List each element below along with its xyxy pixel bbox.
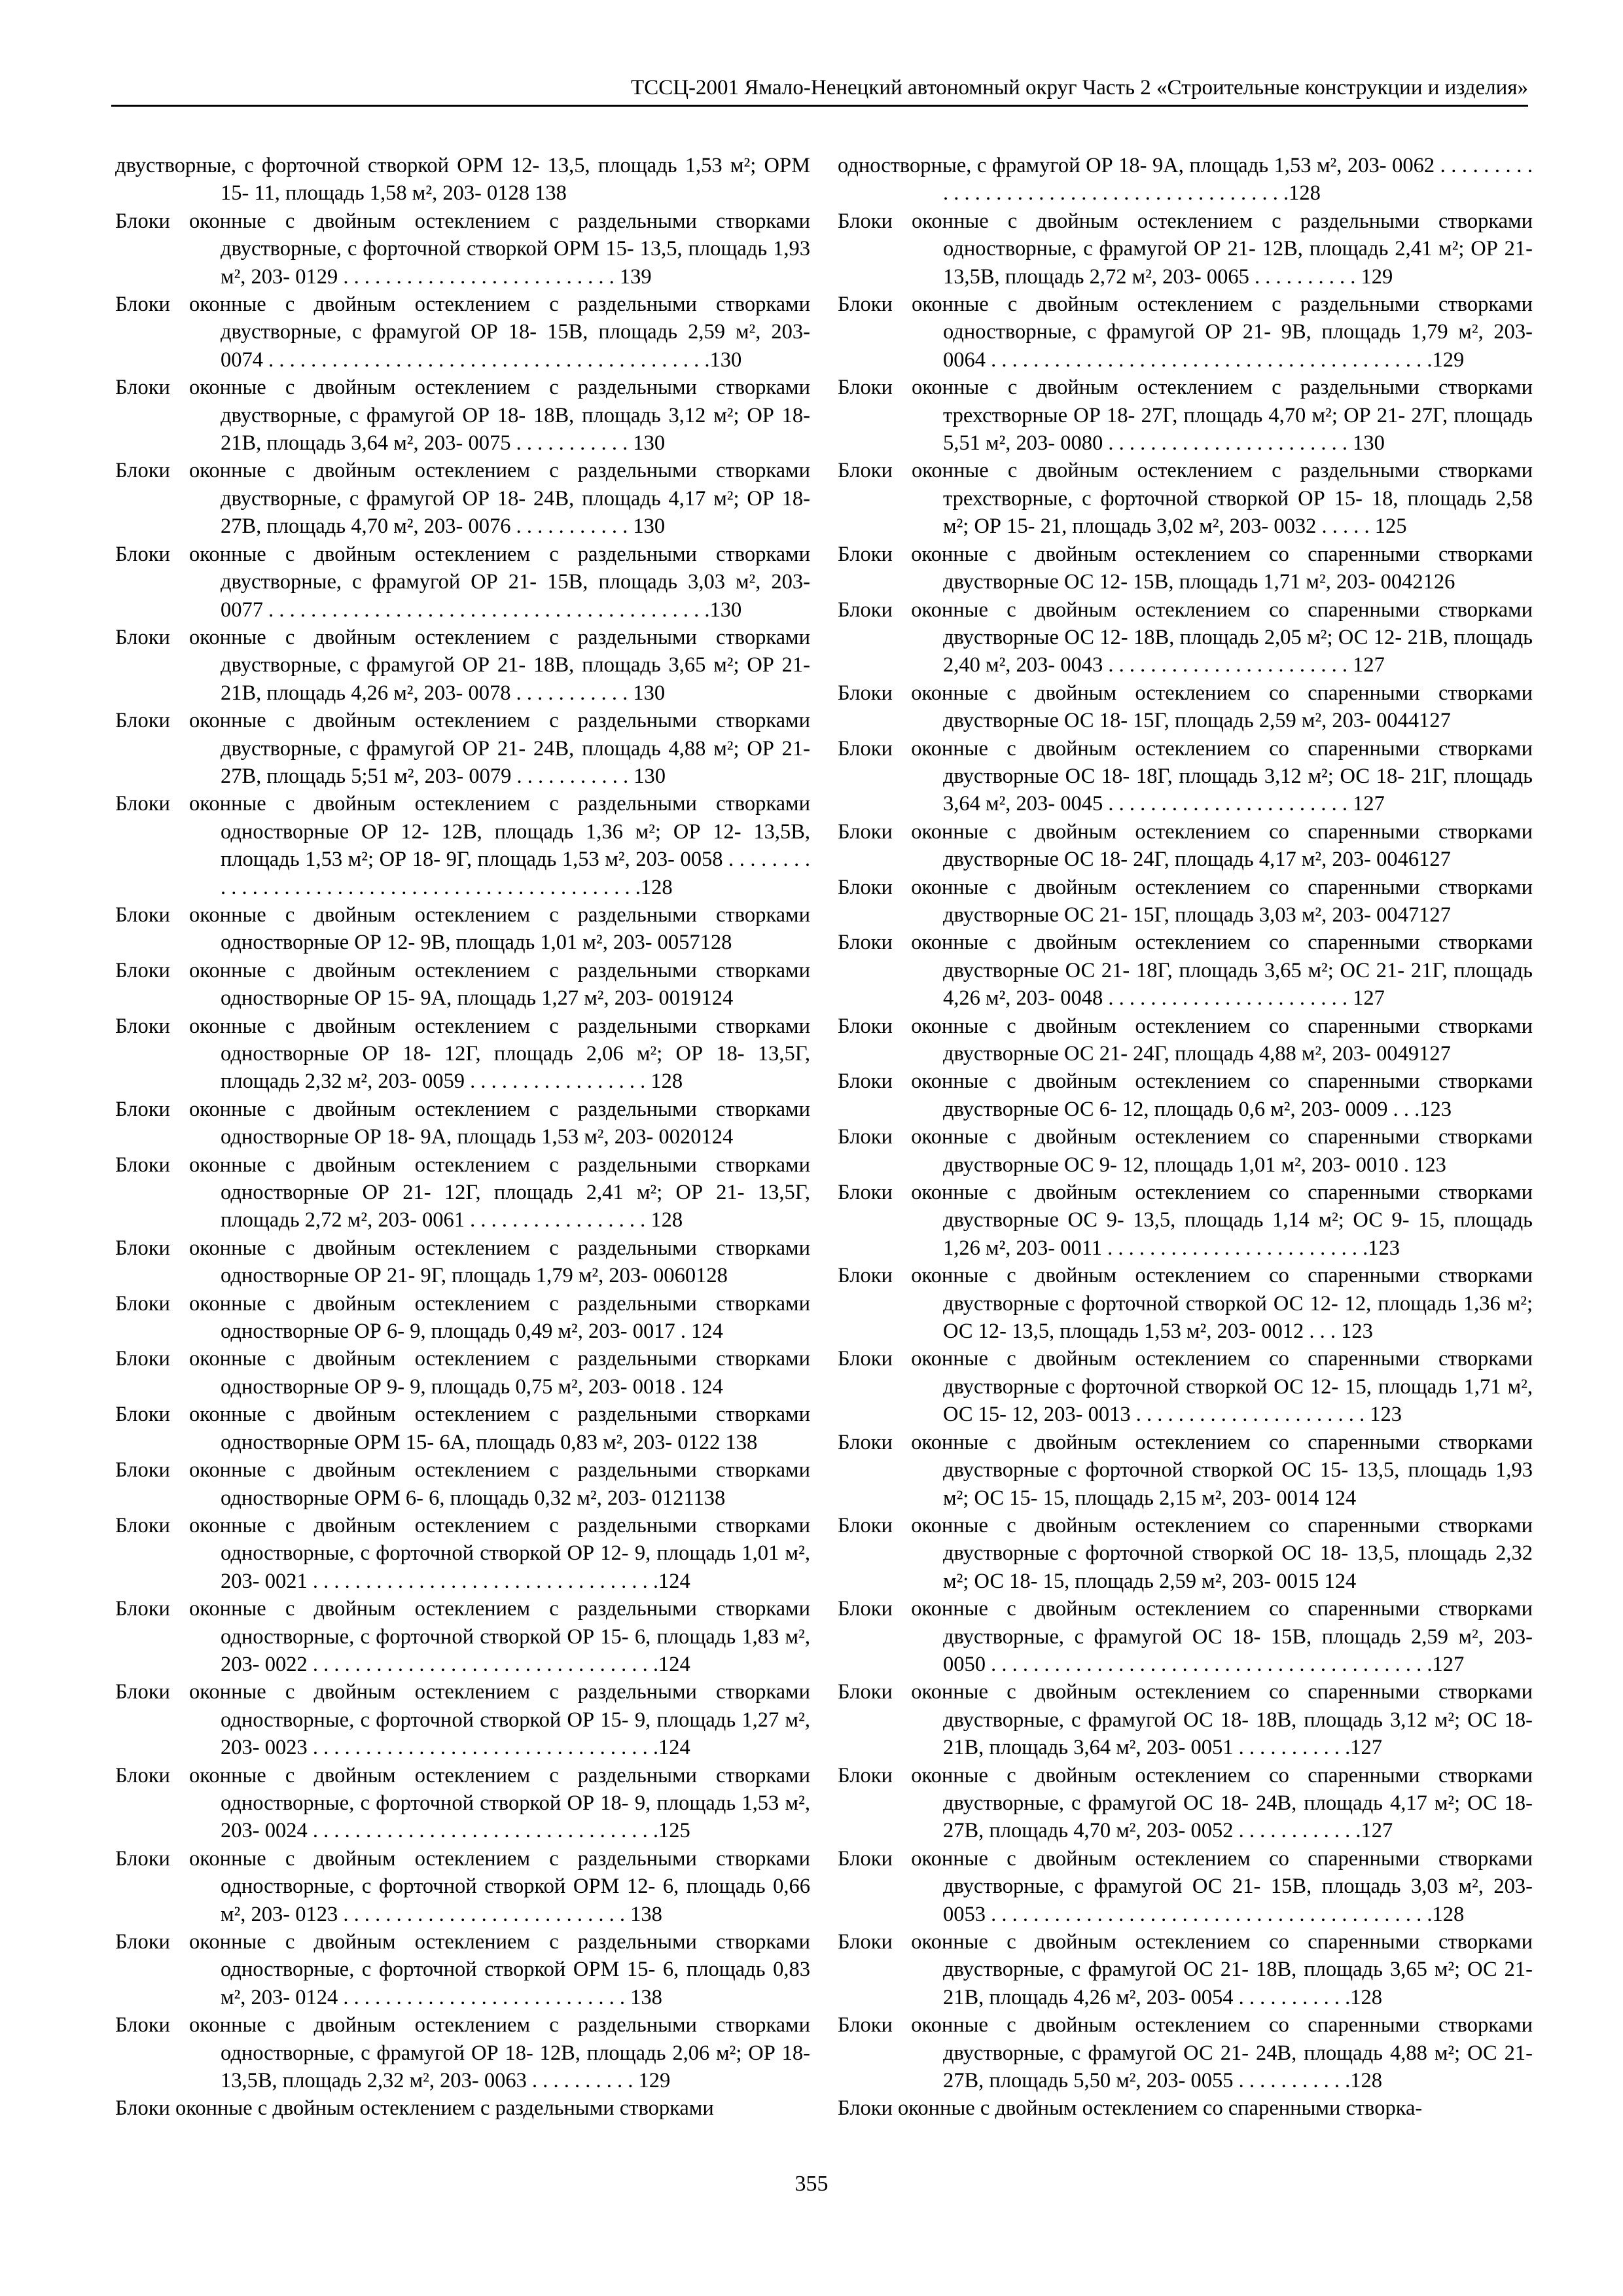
index-entry: Блоки оконные с двойным остеклением со спаренными створками двустворные, с фрамугой ОС 18- 15В, площадь 2,59 м², 203- 0050 . . . . . . . . . . . . . . . . . . . . . . . . . . . . . . . . . . . . . . . . . .127 — [838, 1597, 1533, 1676]
index-entry: Блоки оконные с двойным остеклением со спаренными створками двустворные ОС 12- 18В, площадь 2,05 м²; ОС 12- 21В, площадь 2,40 м², 203- 0043 . . . . . . . . . . . . . . . . . . . . . . . 127 — [838, 598, 1533, 677]
index-entry: Блоки оконные с двойным остеклением со спаренными створка- — [838, 2096, 1423, 2121]
index-entry: Блоки оконные с двойным остеклением с раздельными створками трехстворные, с форточной створкой ОР 15- 18, площадь 2,58 м²; ОР 15- 21, площадь 3,02 м², 203- 0032 . . . . . 125 — [838, 459, 1533, 539]
index-entry: Блоки оконные с двойным остеклением с раздельными створками одностворные, с фрамугой ОР 21- 12В, площадь 2,41 м²; ОР 21- 13,5В, площадь 2,72 м², 203- 0065 . . . . . . . . . . 129 — [838, 209, 1533, 289]
index-entry: Блоки оконные с двойным остеклением с раздельными створками двустворные, с фрамугой ОР 18- 18В, площадь 3,12 м²; ОР 18- 21В, площадь 3,64 м², 203- 0075 . . . . . . . . . . . 130 — [115, 376, 810, 456]
index-entry: Блоки оконные с двойным остеклением с раздельными створками — [115, 2096, 714, 2121]
index-entry: Блоки оконные с двойным остеклением с раздельными створками одностворные ОР 6- 9, площадь 0,49 м², 203- 0017 . 124 — [115, 1291, 810, 1344]
index-entry: Блоки оконные с двойным остеклением с раздельными створками двустворные, с фрамугой ОР 18- 24В, площадь 4,17 м²; ОР 18- 27В, площадь 4,70 м², 203- 0076 . . . . . . . . . . . 130 — [115, 459, 810, 539]
index-entry: Блоки оконные с двойным остеклением со спаренными створками двустворные ОС 12- 15В, площадь 1,71 м², 203- 0042126 — [838, 542, 1533, 594]
index-column-right — [838, 152, 1533, 2123]
index-entry: Блоки оконные с двойным остеклением с раздельными створками одностворные ОРМ 15- 6А, площадь 0,83 м², 203- 0122 138 — [115, 1403, 810, 1454]
index-entry: двустворные, с форточной створкой ОРМ 12- 13,5, площадь 1,53 м²; ОРМ 15- 11, площадь 1,58 м², 203- 0128 138 — [115, 154, 810, 206]
index-entry: Блоки оконные с двойным остеклением с раздельными створками двустворные, с форточной створкой ОРМ 15- 13,5, площадь 1,93 м², 203- 0129 . . . . . . . . . . . . . . . . . . . . . . . . . . 139 — [115, 209, 810, 289]
index-entry: Блоки оконные с двойным остеклением с раздельными створками одностворные, с форточной створкой ОР 12- 9, площадь 1,01 м², 203- 0021 . . . . . . . . . . . . . . . . . . . . . . . . . . . . . . . . .124 — [115, 1513, 810, 1593]
index-entry: Блоки оконные с двойным остеклением с раздельными створками одностворные ОР 21- 12Г, площадь 2,41 м²; ОР 21- 13,5Г, площадь 2,72 м², 203- 0061 . . . . . . . . . . . . . . . . . 128 — [115, 1153, 810, 1232]
index-entry: Блоки оконные с двойным остеклением с раздельными створками одностворные ОР 9- 9, площадь 0,75 м², 203- 0018 . 124 — [115, 1347, 810, 1399]
index-entry: Блоки оконные с двойным остеклением с раздельными створками одностворные ОР 18- 12Г, площадь 2,06 м²; ОР 18- 13,5Г, площадь 2,32 м², 203- 0059 . . . . . . . . . . . . . . . . . 128 — [115, 1014, 810, 1094]
running-header — [111, 71, 1528, 107]
index-entry: Блоки оконные с двойным остеклением со спаренными створками двустворные ОС 9- 13,5, площадь 1,14 м²; ОС 9- 15, площадь 1,26 м², 203- 0011 . . . . . . . . . . . . . . . . . . . . . . . . .123 — [838, 1181, 1533, 1260]
index-entry: Блоки оконные с двойным остеклением со спаренными створками двустворные ОС 18- 24Г, площадь 4,17 м², 203- 0046127 — [838, 819, 1533, 872]
index-entry: Блоки оконные с двойным остеклением с раздельными створками одностворные ОР 12- 9В, площадь 1,01 м², 203- 0057128 — [115, 903, 810, 955]
index-entry: Блоки оконные с двойным остеклением со спаренными створками двустворные, с фрамугой ОС 21- 15В, площадь 3,03 м², 203- 0053 . . . . . . . . . . . . . . . . . . . . . . . . . . . . . . . . . . . . . . . . . .128 — [838, 1846, 1533, 1926]
index-entry: Блоки оконные с двойным остеклением со спаренными створками двустворные с форточной створкой ОС 18- 13,5, площадь 2,32 м²; ОС 18- 15, площадь 2,59 м², 203- 0015 124 — [838, 1513, 1533, 1593]
index-entry: Блоки оконные с двойным остеклением с раздельными створками одностворные, с форточной створкой ОР 15- 9, площадь 1,27 м², 203- 0023 . . . . . . . . . . . . . . . . . . . . . . . . . . . . . . . . .124 — [115, 1680, 810, 1760]
index-column-left — [115, 152, 810, 2123]
index-entry: Блоки оконные с двойным остеклением с раздельными створками одностворные ОР 18- 9А, площадь 1,53 м², 203- 0020124 — [115, 1097, 810, 1149]
index-entry: Блоки оконные с двойным остеклением со спаренными створками двустворные ОС 18- 18Г, площадь 3,12 м²; ОС 18- 21Г, площадь 3,64 м², 203- 0045 . . . . . . . . . . . . . . . . . . . . . . . 127 — [838, 736, 1533, 816]
index-entry: Блоки оконные с двойным остеклением со спаренными створками двустворные, с фрамугой ОС 18- 24В, площадь 4,17 м²; ОС 18- 27В, площадь 4,70 м², 203- 0052 . . . . . . . . . . . .127 — [838, 1763, 1533, 1843]
index-entry: Блоки оконные с двойным остеклением со спаренными створками двустворные, с фрамугой ОС 21- 24В, площадь 4,88 м²; ОС 21- 27В, площадь 5,50 м², 203- 0055 . . . . . . . . . . .128 — [838, 2013, 1533, 2093]
index-entry: Блоки оконные с двойным остеклением с раздельными створками двустворные, с фрамугой ОР 21- 24В, площадь 4,88 м²; ОР 21- 27В, площадь 5;51 м², 203- 0079 . . . . . . . . . . . 130 — [115, 709, 810, 788]
index-entry: Блоки оконные с двойным остеклением со спаренными створками двустворные ОС 9- 12, площадь 1,01 м², 203- 0010 . 123 — [838, 1125, 1533, 1177]
index-entry: Блоки оконные с двойным остеклением с раздельными створками одностворные ОР 21- 9Г, площадь 1,79 м², 203- 0060128 — [115, 1236, 810, 1288]
index-entry: Блоки оконные с двойным остеклением с раздельными створками двустворные, с фрамугой ОР 18- 15В, площадь 2,59 м², 203- 0074 . . . . . . . . . . . . . . . . . . . . . . . . . . . . . . . . . . . . . . . . . .130 — [115, 293, 810, 372]
index-entry: Блоки оконные с двойным остеклением с раздельными створками одностворные, с фрамугой ОР 18- 12В, площадь 2,06 м²; ОР 18- 13,5В, площадь 2,32 м², 203- 0063 . . . . . . . . . . 129 — [115, 2013, 810, 2093]
index-entry: Блоки оконные с двойным остеклением со спаренными створками двустворные с форточной створкой ОС 12- 12, площадь 1,36 м²; ОС 12- 13,5, площадь 1,53 м², 203- 0012 . . . 123 — [838, 1264, 1533, 1344]
index-entry: Блоки оконные с двойным остеклением с раздельными створками одностворные, с форточной створкой ОРМ 12- 6, площадь 0,66 м², 203- 0123 . . . . . . . . . . . . . . . . . . . . . . . . . . . 138 — [115, 1846, 810, 1926]
header-title: ТССЦ-2001 Ямало-Ненецкий автономный округ Часть 2 «Строительные конструкции и изделия» — [631, 76, 1528, 99]
index-entry: Блоки оконные с двойным остеклением с раздельными створками одностворные, с форточной створкой ОР 15- 6, площадь 1,83 м², 203- 0022 . . . . . . . . . . . . . . . . . . . . . . . . . . . . . . . . .124 — [115, 1597, 810, 1676]
index-entry: Блоки оконные с двойным остеклением со спаренными створками двустворные с форточной створкой ОС 15- 13,5, площадь 1,93 м²; ОС 15- 15, площадь 2,15 м², 203- 0014 124 — [838, 1430, 1533, 1510]
page-number: 355 — [794, 2172, 829, 2196]
page-footer — [0, 2172, 1623, 2197]
index-entry: Блоки оконные с двойным остеклением со спаренными створками двустворные с форточной створкой ОС 12- 15, площадь 1,71 м², ОС 15- 12, 203- 0013 . . . . . . . . . . . . . . . . . . . . . . 123 — [838, 1347, 1533, 1427]
index-entry: Блоки оконные с двойным остеклением со спаренными створками двустворные, с фрамугой ОС 21- 18В, площадь 3,65 м²; ОС 21- 21В, площадь 4,26 м², 203- 0054 . . . . . . . . . . .128 — [838, 1930, 1533, 2009]
index-entry: Блоки оконные с двойным остеклением со спаренными створками двустворные ОС 21- 24Г, площадь 4,88 м², 203- 0049127 — [838, 1014, 1533, 1066]
index-entry: Блоки оконные с двойным остеклением со спаренными створками двустворные, с фрамугой ОС 18- 18В, площадь 3,12 м²; ОС 18- 21В, площадь 3,64 м², 203- 0051 . . . . . . . . . . .127 — [838, 1680, 1533, 1760]
index-entry: Блоки оконные с двойным остеклением со спаренными створками двустворные ОС 21- 18Г, площадь 3,65 м²; ОС 21- 21Г, площадь 4,26 м², 203- 0048 . . . . . . . . . . . . . . . . . . . . . . . 127 — [838, 931, 1533, 1011]
index-entry: Блоки оконные с двойным остеклением с раздельными створками одностворные, с фрамугой ОР 21- 9В, площадь 1,79 м², 203- 0064 . . . . . . . . . . . . . . . . . . . . . . . . . . . . . . . . . . . . . . . . . .129 — [838, 293, 1533, 372]
index-entry: Блоки оконные с двойным остеклением с раздельными створками одностворные, с форточной створкой ОР 18- 9, площадь 1,53 м², 203- 0024 . . . . . . . . . . . . . . . . . . . . . . . . . . . . . . . . .125 — [115, 1763, 810, 1843]
index-entry: одностворные, с фрамугой ОР 18- 9А, площадь 1,53 м², 203- 0062 . . . . . . . . . . . . . . . . . . . . . . . . . . . . . . . . . . . . . . . . . .128 — [838, 154, 1533, 206]
index-entry: Блоки оконные с двойным остеклением с раздельными створками трехстворные ОР 18- 27Г, площадь 4,70 м²; ОР 21- 27Г, площадь 5,51 м², 203- 0080 . . . . . . . . . . . . . . . . . . . . . . . 130 — [838, 376, 1533, 456]
index-entry: Блоки оконные с двойным остеклением со спаренными створками двустворные ОС 6- 12, площадь 0,6 м², 203- 0009 . . .123 — [838, 1069, 1533, 1121]
index-entry: Блоки оконные с двойным остеклением с раздельными створками одностворные, с форточной створкой ОРМ 15- 6, площадь 0,83 м², 203- 0124 . . . . . . . . . . . . . . . . . . . . . . . . . . . 138 — [115, 1930, 810, 2009]
index-entry: Блоки оконные с двойным остеклением с раздельными створками двустворные, с фрамугой ОР 21- 15В, площадь 3,03 м², 203- 0077 . . . . . . . . . . . . . . . . . . . . . . . . . . . . . . . . . . . . . . . . . .130 — [115, 542, 810, 622]
index-entry: Блоки оконные с двойным остеклением со спаренными створками двустворные ОС 21- 15Г, площадь 3,03 м², 203- 0047127 — [838, 875, 1533, 927]
index-entry: Блоки оконные с двойным остеклением с раздельными створками одностворные ОРМ 6- 6, площадь 0,32 м², 203- 0121138 — [115, 1458, 810, 1510]
index-entry: Блоки оконные с двойным остеклением с раздельными створками одностворные ОР 15- 9А, площадь 1,27 м², 203- 0019124 — [115, 958, 810, 1011]
index-entry: Блоки оконные с двойным остеклением со спаренными створками двустворные ОС 18- 15Г, площадь 2,59 м², 203- 0044127 — [838, 681, 1533, 733]
index-entry: Блоки оконные с двойным остеклением с раздельными створками двустворные, с фрамугой ОР 21- 18В, площадь 3,65 м²; ОР 21- 21В, площадь 4,26 м², 203- 0078 . . . . . . . . . . . 130 — [115, 625, 810, 705]
index-entry: Блоки оконные с двойным остеклением с раздельными створками одностворные ОР 12- 12В, площадь 1,36 м²; ОР 12- 13,5В, площадь 1,53 м²; ОР 18- 9Г, площадь 1,53 м², 203- 0058 . . . . . . . . . . . . . . . . . . . . . . . . . . . . . . . . . . . . . . . . . . . . . . . .128 — [115, 792, 810, 899]
